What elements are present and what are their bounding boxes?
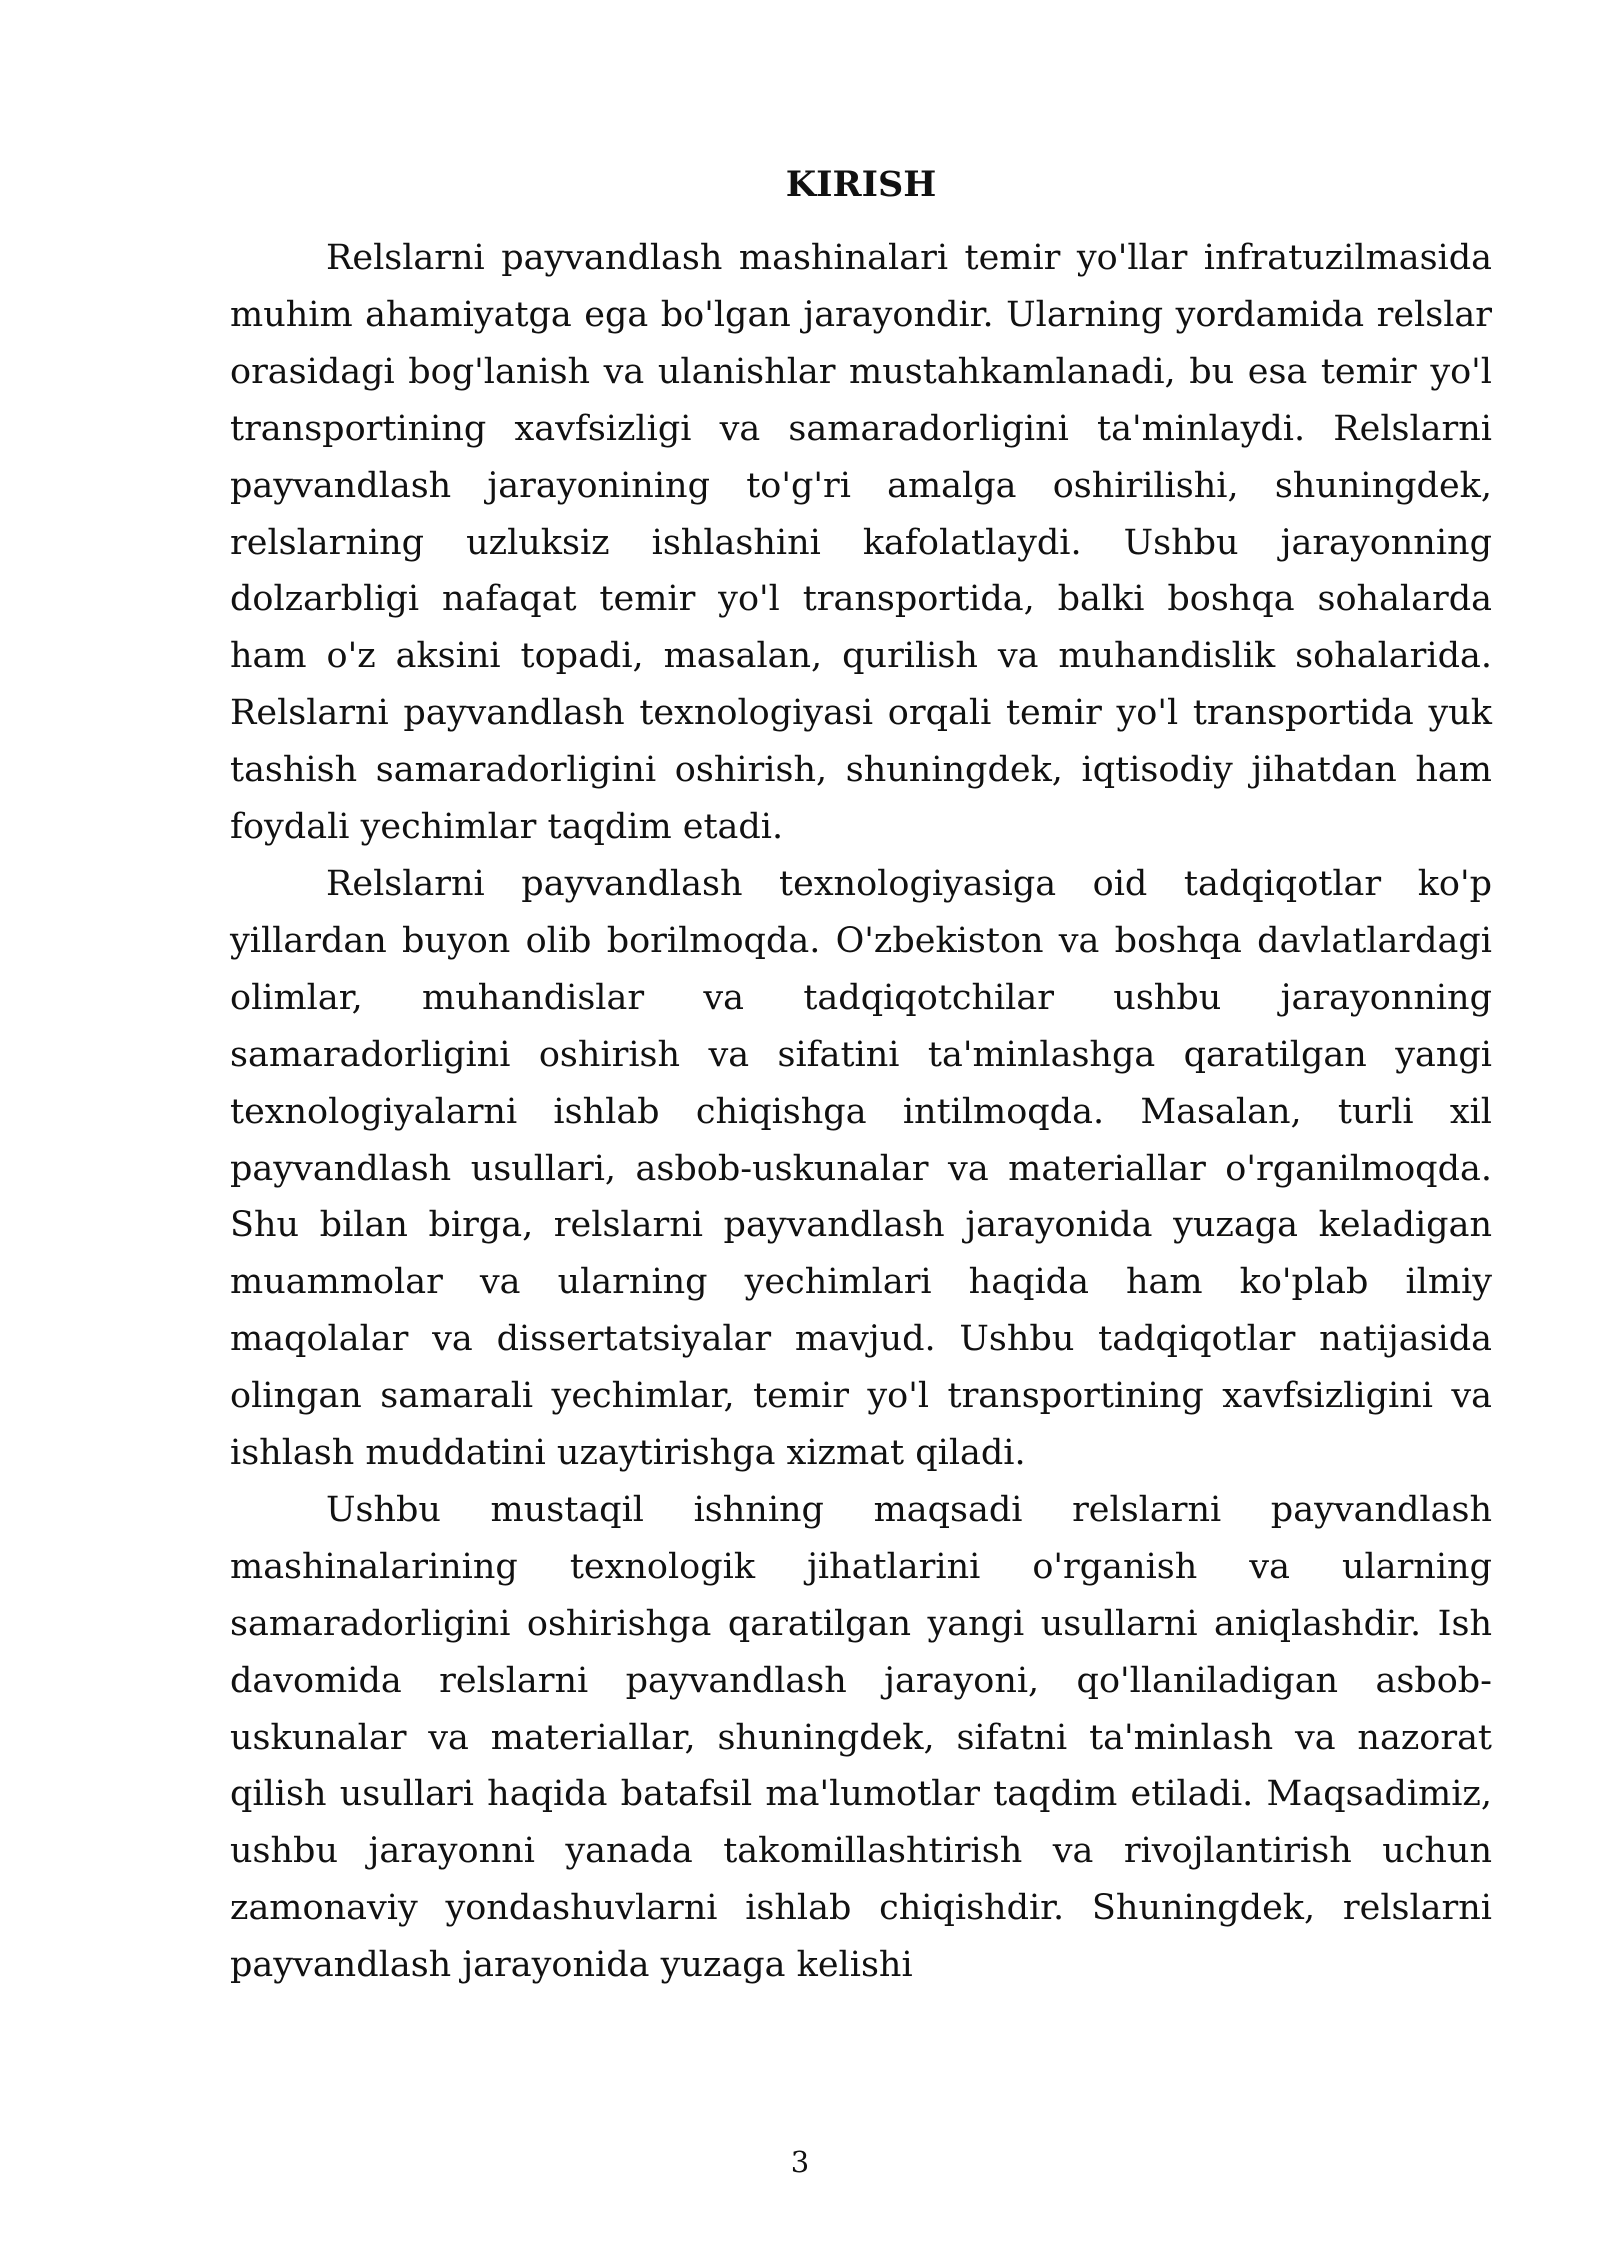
section-title: KIRISH	[785, 164, 937, 205]
paragraph-intro: Relslarni payvandlash mashinalari temir yo'llar infratuzilmasida muhim ahamiyatga ega bo'lgan jarayondir. Ularning yordamida relslar orasidagi bog'lanish va ulanishlar mustahkamlanadi, bu esa temir yo'l transportining xavfsizligi va samaradorligini ta'minlaydi. Relslarni payvandlash jarayonining to'g'ri amalga oshirilishi, shuningdek, relslarning uzluksiz ishlashini kafolatlaydi. Ushbu jarayonning dolzarbligi nafaqat temir yo'l transportida, balki boshqa sohalarda ham o'z aksini topadi, masalan, qurilish va muhandislik sohalarida. Relslarni payvandlash texnologiyasi orqali temir yo'l transportida yuk tashish samaradorligini oshirish, shuningdek, iqtisodiy jihatdan ham foydali yechimlar taqdim etadi.	[230, 238, 1492, 848]
page-number: 3	[790, 2145, 810, 2179]
page-content	[230, 160, 1492, 1994]
paragraph-goal: Ushbu mustaqil ishning maqsadi relslarni payvandlash mashinalarining texnologik jihatlarini o'rganish va ularning samaradorligini oshirishga qaratilgan yangi usullarni aniqlashdir. Ish davomida relslarni payvandlash jarayoni, qo'llaniladigan asbob-uskunalar va materiallar, shuningdek, sifatni ta'minlash va nazorat qilish usullari haqida batafsil ma'lumotlar taqdim etiladi. Maqsadimiz, ushbu jarayonni yanada takomillashtirish va rivojlantirish uchun zamonaviy yondashuvlarni ishlab chiqishdir. Shuningdek, relslarni payvandlash jarayonida yuzaga kelishi	[230, 1489, 1492, 1986]
paragraph-research: Relslarni payvandlash texnologiyasiga oid tadqiqotlar ko'p yillardan buyon olib borilmoqda. O'zbekiston va boshqa davlatlardagi olimlar, muhandislar va tadqiqotchilar ushbu jarayonning samaradorligini oshirish va sifatini ta'minlashga qaratilgan yangi texnologiyalarni ishlab chiqishga intilmoqda. Masalan, turli xil payvandlash usullari, asbob-uskunalar va materiallar o'rganilmoqda. Shu bilan birga, relslarni payvandlash jarayonida yuzaga keladigan muammolar va ularning yechimlari haqida ham ko'plab ilmiy maqolalar va dissertatsiyalar mavjud. Ushbu tadqiqotlar natijasida olingan samarali yechimlar, temir yo'l transportining xavfsizligini va ishlash muddatini uzaytirishga xizmat qiladi.	[230, 863, 1492, 1474]
